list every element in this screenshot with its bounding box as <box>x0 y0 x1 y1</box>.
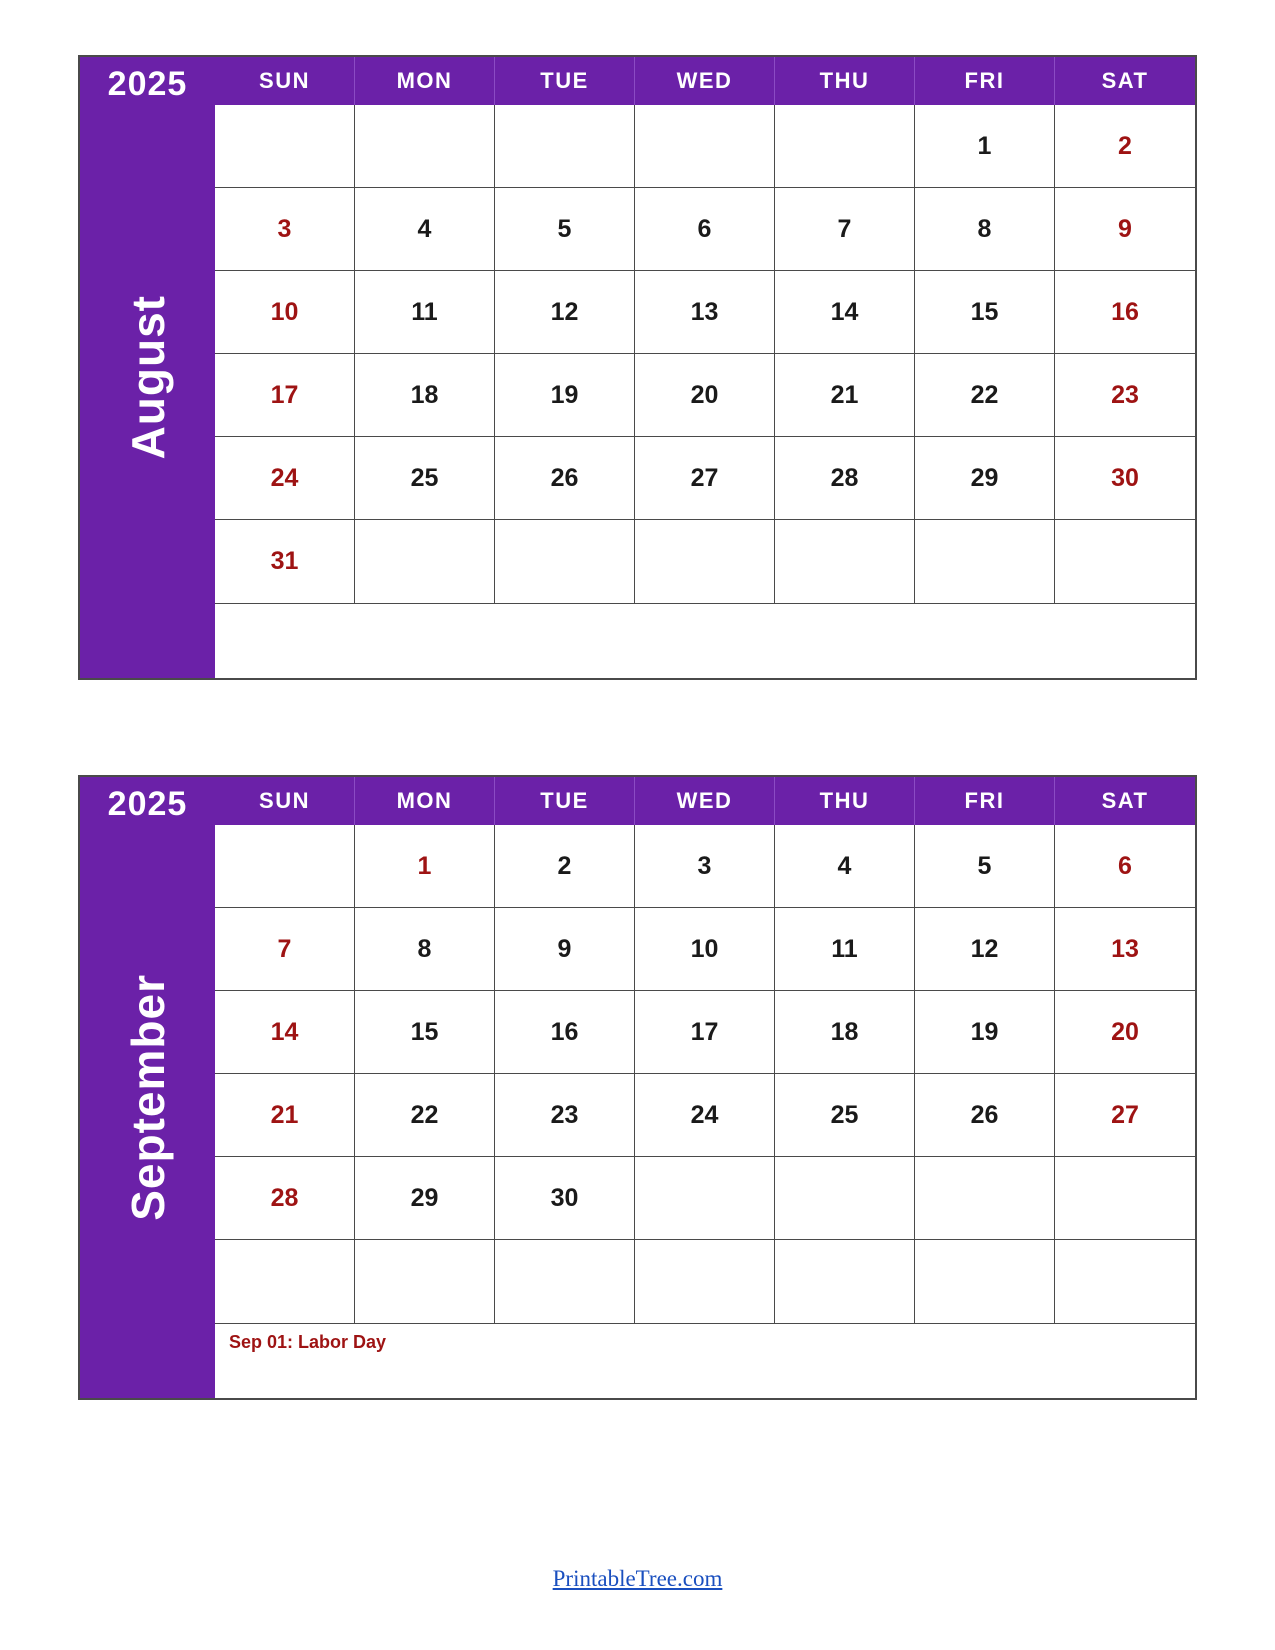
holiday-note: Sep 01: Labor Day <box>229 1332 387 1353</box>
day-cell <box>215 1240 355 1323</box>
day-cell <box>355 105 495 188</box>
day-cell: 19 <box>495 354 635 437</box>
dow-wed: WED <box>635 777 775 825</box>
week-row <box>215 271 1195 354</box>
day-cell: 24 <box>215 437 355 520</box>
day-cell <box>635 105 775 188</box>
day-cell: 4 <box>355 188 495 271</box>
day-cell: 18 <box>775 991 915 1074</box>
day-cell: 13 <box>1055 908 1195 991</box>
calendar-grid-august <box>215 57 1195 678</box>
day-cell <box>1055 1240 1195 1323</box>
day-cell: 21 <box>775 354 915 437</box>
day-cell: 7 <box>775 188 915 271</box>
day-cell <box>355 1240 495 1323</box>
week-row <box>215 520 1195 603</box>
day-cell: 27 <box>635 437 775 520</box>
footer-site-link[interactable]: PrintableTree.com <box>552 1566 723 1591</box>
day-cell: 31 <box>215 520 355 603</box>
day-cell: 6 <box>635 188 775 271</box>
day-cell <box>1055 520 1195 603</box>
day-cell <box>915 520 1055 603</box>
day-cell <box>635 1240 775 1323</box>
day-cell: 23 <box>1055 354 1195 437</box>
day-cell: 5 <box>495 188 635 271</box>
week-row <box>215 908 1195 991</box>
dow-tue: TUE <box>495 57 635 105</box>
day-cell: 16 <box>1055 271 1195 354</box>
day-cell: 14 <box>775 271 915 354</box>
day-cell: 29 <box>915 437 1055 520</box>
day-cell: 14 <box>215 991 355 1074</box>
day-cell: 7 <box>215 908 355 991</box>
dow-sun: SUN <box>215 57 355 105</box>
day-cell <box>495 105 635 188</box>
day-cell: 21 <box>215 1074 355 1157</box>
week-row <box>215 1074 1195 1157</box>
section-spacer <box>78 680 1197 775</box>
calendar-grid-september <box>215 777 1195 1398</box>
dow-sat: SAT <box>1101 788 1149 814</box>
day-cell: 12 <box>495 271 635 354</box>
year-label-august: 2025 <box>107 65 188 103</box>
day-cell: 19 <box>915 991 1055 1074</box>
dow-sat: SAT <box>1101 68 1149 94</box>
month-band-september <box>80 777 215 1398</box>
day-cell: 2 <box>1055 105 1195 188</box>
day-cell: 9 <box>1055 188 1195 271</box>
week-row <box>215 354 1195 437</box>
day-cell: 22 <box>915 354 1055 437</box>
day-cell <box>495 520 635 603</box>
day-of-week-header-september <box>215 777 1195 825</box>
day-cell: 20 <box>635 354 775 437</box>
day-cell: 12 <box>915 908 1055 991</box>
dow-fri: FRI <box>915 777 1055 825</box>
dow-mon: MON <box>355 57 495 105</box>
day-cell: 15 <box>355 991 495 1074</box>
day-cell: 26 <box>495 437 635 520</box>
calendar-september <box>78 775 1197 1400</box>
dow-mon: MON <box>355 777 495 825</box>
dow-wed: WED <box>635 57 775 105</box>
day-cell <box>215 105 355 188</box>
day-cell: 25 <box>775 1074 915 1157</box>
day-cell: 23 <box>495 1074 635 1157</box>
calendar-august <box>78 55 1197 680</box>
day-cell <box>775 1240 915 1323</box>
day-cell: 8 <box>355 908 495 991</box>
notes-area-september <box>215 1323 1195 1398</box>
day-cell: 28 <box>215 1157 355 1240</box>
day-cell: 10 <box>635 908 775 991</box>
day-cell <box>355 520 495 603</box>
day-cell: 22 <box>355 1074 495 1157</box>
day-cell: 16 <box>495 991 635 1074</box>
week-row <box>215 991 1195 1074</box>
day-cell: 29 <box>355 1157 495 1240</box>
day-cell <box>1055 1157 1195 1240</box>
day-of-week-header-august <box>215 57 1195 105</box>
day-cell: 17 <box>635 991 775 1074</box>
day-cell: 17 <box>215 354 355 437</box>
day-cell <box>215 825 355 908</box>
dow-sun: SUN <box>215 777 355 825</box>
day-cell: 28 <box>775 437 915 520</box>
day-cell: 20 <box>1055 991 1195 1074</box>
day-cell <box>775 1157 915 1240</box>
week-row <box>215 1157 1195 1240</box>
year-label-september: 2025 <box>107 785 188 823</box>
weeks-september <box>215 825 1195 1323</box>
day-cell: 13 <box>635 271 775 354</box>
dow-tue: TUE <box>495 777 635 825</box>
day-cell <box>915 1157 1055 1240</box>
footer <box>78 1566 1197 1650</box>
day-cell: 4 <box>775 825 915 908</box>
dow-fri: FRI <box>915 57 1055 105</box>
day-cell <box>635 520 775 603</box>
week-row <box>215 825 1195 908</box>
dow-thu: THU <box>775 777 915 825</box>
weeks-august <box>215 105 1195 603</box>
day-cell <box>635 1157 775 1240</box>
day-cell-holiday: 1 <box>355 825 495 908</box>
week-row <box>215 1240 1195 1323</box>
day-cell: 11 <box>355 271 495 354</box>
day-cell: 15 <box>915 271 1055 354</box>
day-cell: 8 <box>915 188 1055 271</box>
month-label-september: September <box>121 974 174 1221</box>
notes-area-august <box>215 603 1195 678</box>
day-cell: 5 <box>915 825 1055 908</box>
week-row <box>215 437 1195 520</box>
day-cell: 26 <box>915 1074 1055 1157</box>
day-cell: 2 <box>495 825 635 908</box>
day-cell <box>495 1240 635 1323</box>
month-label-august: August <box>121 295 174 460</box>
day-cell: 25 <box>355 437 495 520</box>
day-cell: 30 <box>1055 437 1195 520</box>
day-cell <box>775 105 915 188</box>
day-cell: 30 <box>495 1157 635 1240</box>
week-row <box>215 188 1195 271</box>
day-cell: 24 <box>635 1074 775 1157</box>
day-cell: 3 <box>215 188 355 271</box>
day-cell <box>915 1240 1055 1323</box>
month-band-august <box>80 57 215 678</box>
week-row <box>215 105 1195 188</box>
day-cell: 11 <box>775 908 915 991</box>
day-cell: 27 <box>1055 1074 1195 1157</box>
day-cell: 1 <box>915 105 1055 188</box>
dow-thu: THU <box>775 57 915 105</box>
day-cell: 9 <box>495 908 635 991</box>
day-cell: 10 <box>215 271 355 354</box>
day-cell: 6 <box>1055 825 1195 908</box>
day-cell <box>775 520 915 603</box>
day-cell: 18 <box>355 354 495 437</box>
day-cell: 3 <box>635 825 775 908</box>
